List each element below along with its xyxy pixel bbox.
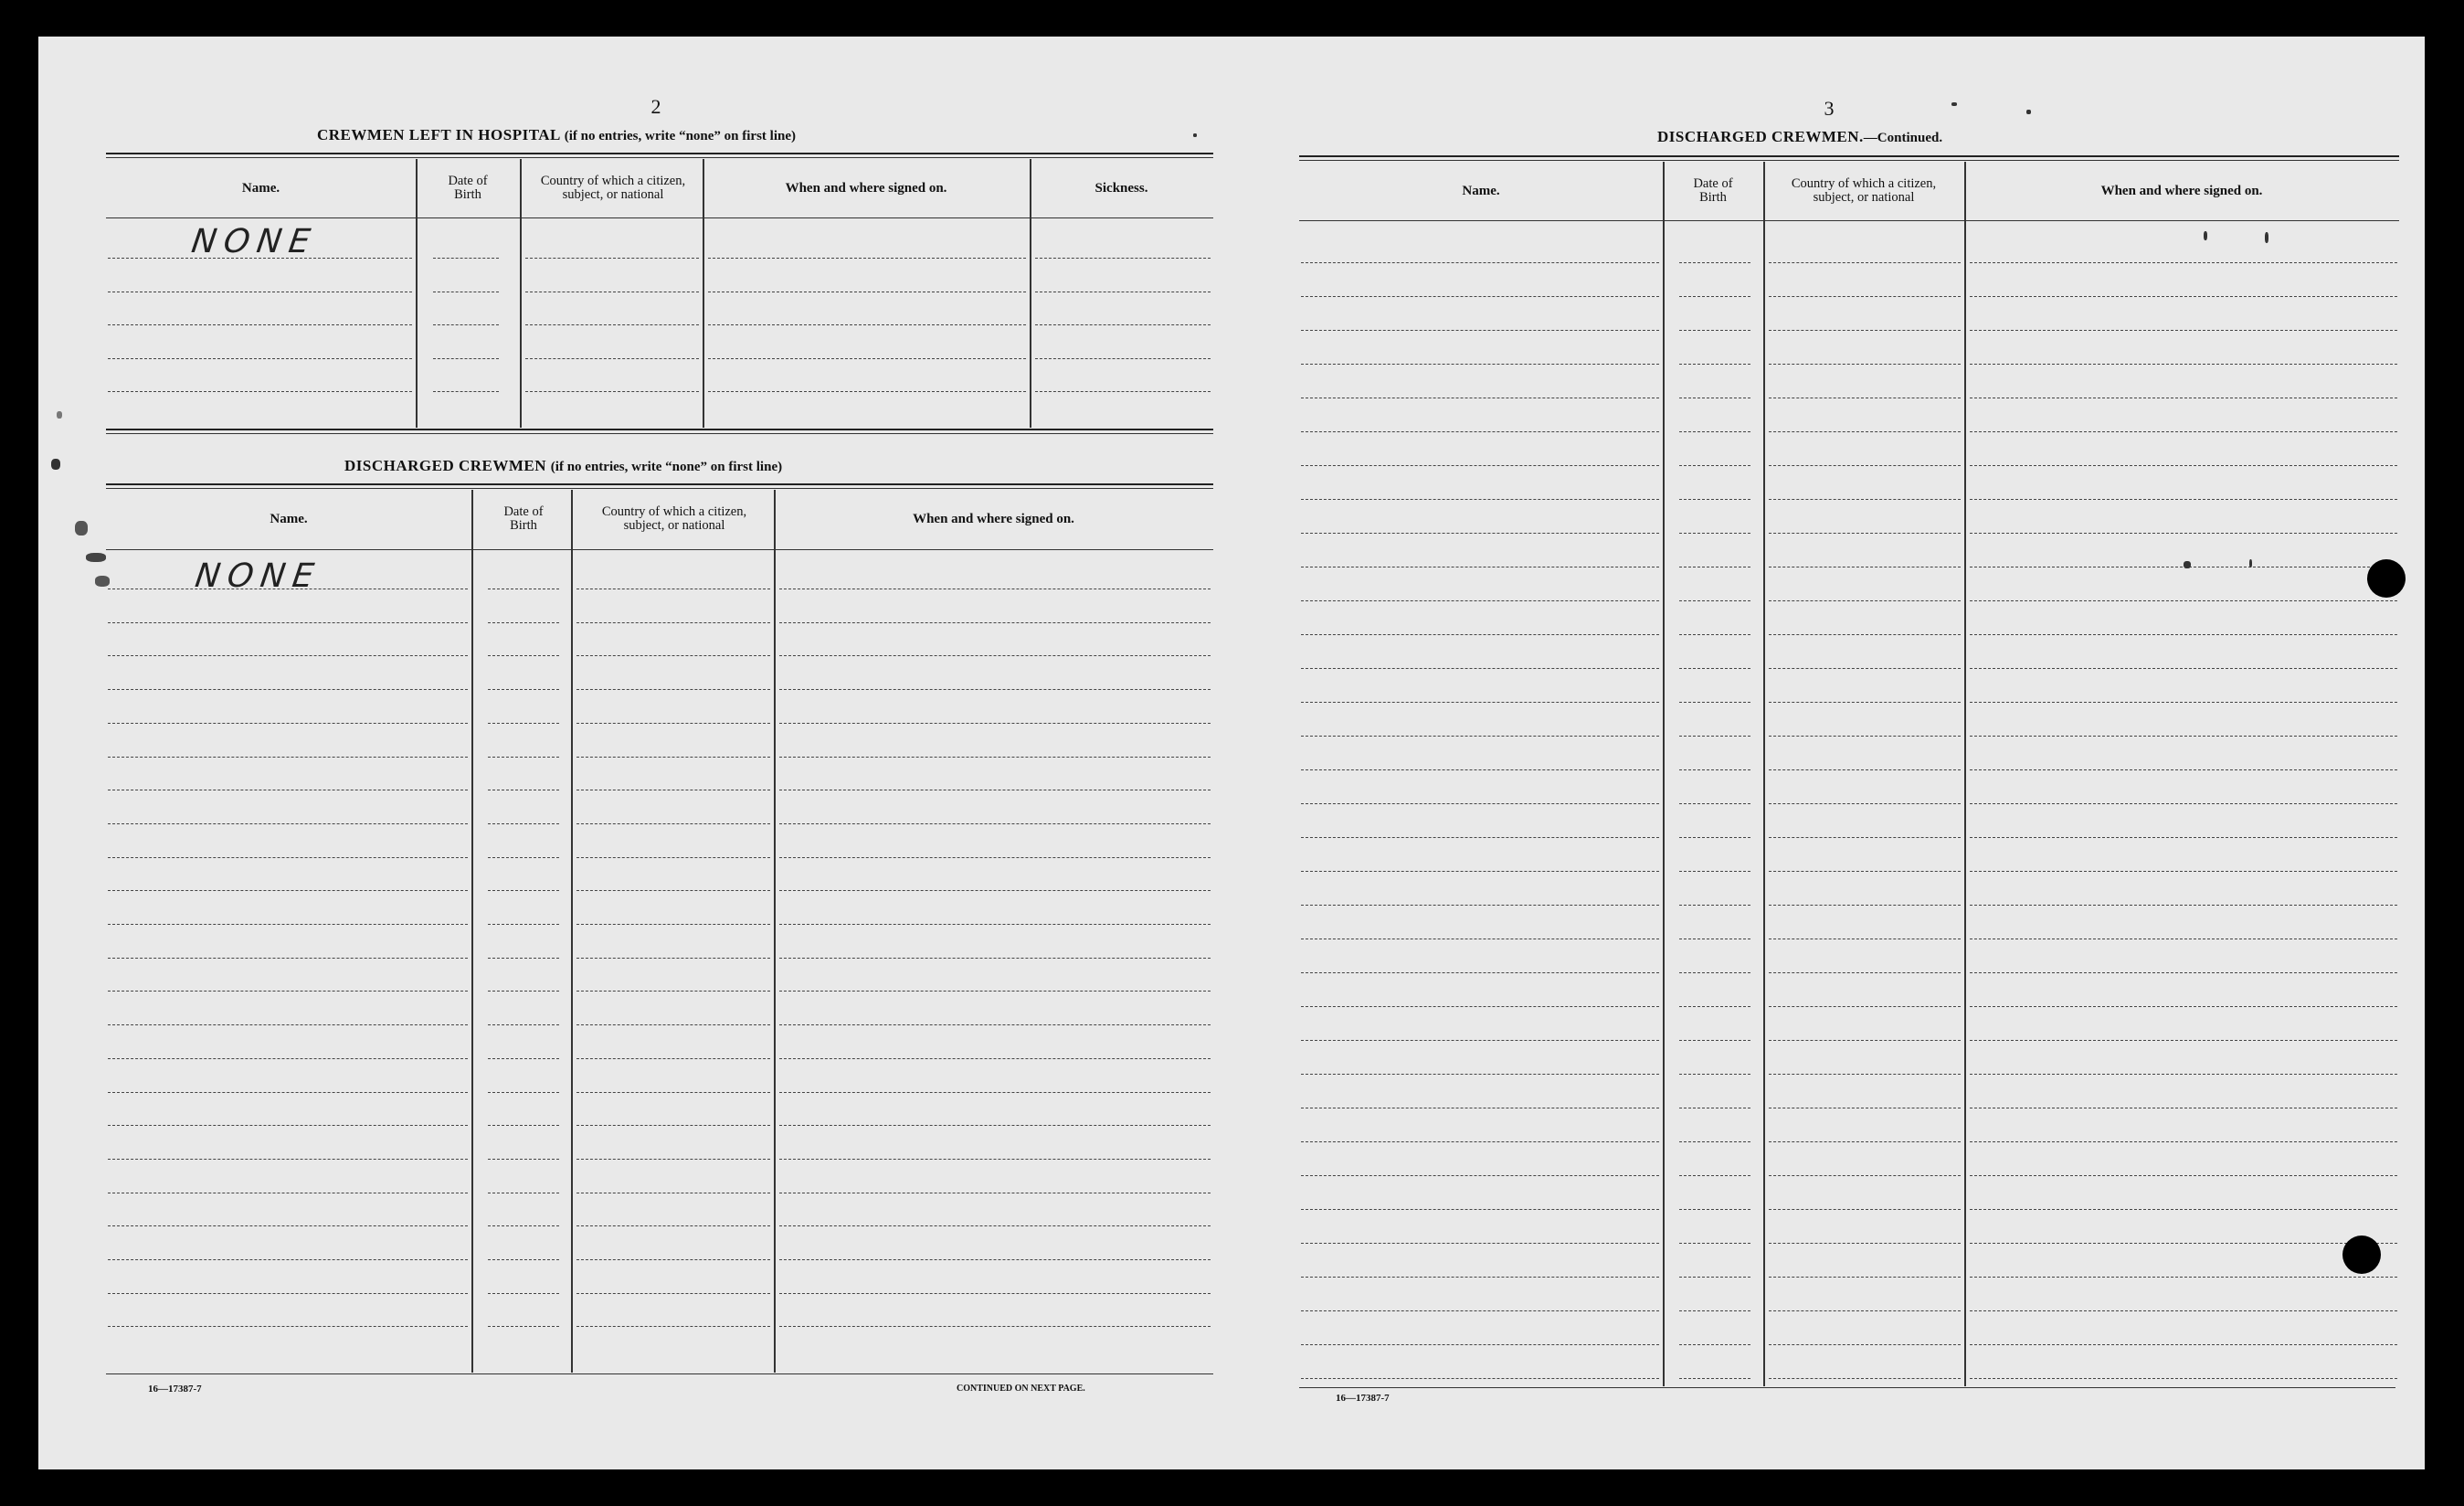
entry-line xyxy=(1970,1378,2397,1379)
entry-line xyxy=(779,1092,1211,1093)
entry-line xyxy=(779,958,1211,959)
entry-line xyxy=(108,757,468,758)
hospital-header-rule xyxy=(106,217,1213,218)
entry-line xyxy=(1035,358,1211,359)
entry-line xyxy=(576,757,770,758)
entry-line xyxy=(1769,499,1961,500)
entry-line xyxy=(488,991,559,992)
right-col-divider xyxy=(1663,162,1665,1386)
entry-line xyxy=(1769,1277,1961,1278)
entry-line xyxy=(779,991,1211,992)
discharged-top-rule xyxy=(106,483,1213,485)
entry-line xyxy=(1679,465,1750,466)
entry-line xyxy=(1301,972,1659,973)
right-top-rule xyxy=(1299,155,2399,157)
ink-speck xyxy=(95,576,110,587)
discharged-handwritten-entry: NONE xyxy=(193,557,323,595)
entry-line xyxy=(1301,1006,1659,1007)
hospital-title-note: (if no entries, write “none” on first line) xyxy=(564,129,796,143)
entry-line xyxy=(1301,1209,1659,1210)
entry-line xyxy=(1970,871,2397,872)
entry-line xyxy=(1769,972,1961,973)
entry-line xyxy=(1301,600,1659,601)
entry-line xyxy=(1301,1074,1659,1075)
hospital-col-divider xyxy=(416,159,418,428)
entry-line xyxy=(108,358,412,359)
entry-line xyxy=(108,991,468,992)
entry-line xyxy=(1769,769,1961,770)
entry-line xyxy=(1301,905,1659,906)
entry-line xyxy=(576,924,770,925)
discharged-title-text: DISCHARGED CREWMEN xyxy=(344,457,547,474)
entry-line xyxy=(576,622,770,623)
entry-line xyxy=(1679,296,1750,297)
entry-line xyxy=(1301,330,1659,331)
entry-line xyxy=(1679,431,1750,432)
entry-line xyxy=(1970,1006,2397,1007)
entry-line xyxy=(108,1159,468,1160)
entry-line xyxy=(1769,465,1961,466)
right-page-number: 3 xyxy=(1824,97,1835,120)
entry-line xyxy=(1301,634,1659,635)
entry-line xyxy=(1301,296,1659,297)
entry-line xyxy=(108,324,412,325)
discharged-header-signed-on: When and where signed on. xyxy=(913,512,1074,526)
left-form-number: 16—17387-7 xyxy=(148,1384,202,1395)
hospital-title-text: CREWMEN LEFT IN HOSPITAL xyxy=(317,126,560,143)
entry-line xyxy=(1301,803,1659,804)
entry-line xyxy=(779,1225,1211,1226)
entry-line xyxy=(1970,364,2397,365)
entry-line xyxy=(1769,803,1961,804)
entry-line xyxy=(488,1326,559,1327)
entry-line xyxy=(708,358,1026,359)
entry-line xyxy=(108,1259,468,1260)
entry-line xyxy=(576,1326,770,1327)
entry-line xyxy=(1679,769,1750,770)
entry-line xyxy=(576,890,770,891)
entry-line xyxy=(576,655,770,656)
entry-line xyxy=(779,1326,1211,1327)
entry-line xyxy=(108,1024,468,1025)
entry-line xyxy=(1035,258,1211,259)
entry-line xyxy=(488,655,559,656)
ink-speck xyxy=(86,553,106,562)
entry-line xyxy=(1679,1141,1750,1142)
entry-line xyxy=(108,723,468,724)
entry-line xyxy=(1679,1277,1750,1278)
entry-line xyxy=(488,757,559,758)
entry-line xyxy=(525,391,699,392)
right-col-divider xyxy=(1763,162,1765,1386)
entry-line xyxy=(108,958,468,959)
entry-line xyxy=(108,258,412,259)
entry-line xyxy=(488,1058,559,1059)
entry-line xyxy=(1301,364,1659,365)
ink-speck xyxy=(2184,561,2191,568)
entry-line xyxy=(488,689,559,690)
entry-line xyxy=(108,823,468,824)
right-bottom-rule xyxy=(1299,1387,2395,1388)
entry-line xyxy=(108,655,468,656)
ink-speck xyxy=(2249,559,2252,567)
entry-line xyxy=(576,689,770,690)
entry-line xyxy=(488,958,559,959)
entry-line xyxy=(1970,837,2397,838)
entry-line xyxy=(1679,1006,1750,1007)
entry-line xyxy=(488,1125,559,1126)
entry-line xyxy=(488,622,559,623)
entry-line xyxy=(1769,905,1961,906)
entry-line xyxy=(1301,702,1659,703)
entry-line xyxy=(1769,330,1961,331)
entry-line xyxy=(1301,1378,1659,1379)
entry-line xyxy=(1970,702,2397,703)
entry-line xyxy=(1301,499,1659,500)
entry-line xyxy=(108,1326,468,1327)
entry-line xyxy=(433,258,499,259)
entry-line xyxy=(1679,1344,1750,1345)
entry-line xyxy=(1301,736,1659,737)
entry-line xyxy=(779,655,1211,656)
discharged-header-country: Country of which a citizen, subject, or national xyxy=(601,504,747,533)
entry-line xyxy=(1679,905,1750,906)
entry-line xyxy=(1769,364,1961,365)
document-sheet xyxy=(38,37,2425,1469)
entry-line xyxy=(488,1159,559,1160)
entry-line xyxy=(1970,668,2397,669)
hospital-bottom-rule xyxy=(106,429,1213,430)
entry-line xyxy=(779,1125,1211,1126)
right-form-number: 16—17387-7 xyxy=(1336,1393,1390,1404)
entry-line xyxy=(1769,1209,1961,1210)
ink-speck xyxy=(57,411,62,419)
entry-line xyxy=(779,924,1211,925)
entry-line xyxy=(1970,1243,2397,1244)
entry-line xyxy=(1301,769,1659,770)
entry-line xyxy=(1970,1344,2397,1345)
entry-line xyxy=(1679,1209,1750,1210)
hospital-handwritten-entry: NONE xyxy=(189,223,320,260)
entry-line xyxy=(108,1092,468,1093)
entry-line xyxy=(1970,1141,2397,1142)
entry-line xyxy=(1679,1243,1750,1244)
entry-line xyxy=(488,1293,559,1294)
entry-line xyxy=(576,1125,770,1126)
entry-line xyxy=(1301,1243,1659,1244)
entry-line xyxy=(1035,324,1211,325)
entry-line xyxy=(108,1058,468,1059)
entry-line xyxy=(779,857,1211,858)
hospital-section-title xyxy=(317,126,796,144)
discharged-header-rule xyxy=(106,549,1213,550)
entry-line xyxy=(576,991,770,992)
entry-line xyxy=(1679,330,1750,331)
entry-line xyxy=(576,1159,770,1160)
entry-line xyxy=(779,689,1211,690)
entry-line xyxy=(1301,465,1659,466)
entry-line xyxy=(576,823,770,824)
entry-line xyxy=(1970,465,2397,466)
entry-line xyxy=(1970,1310,2397,1311)
entry-line xyxy=(1679,364,1750,365)
ink-speck xyxy=(2026,110,2031,114)
entry-line xyxy=(779,723,1211,724)
entry-line xyxy=(108,1225,468,1226)
entry-line xyxy=(1769,600,1961,601)
entry-line xyxy=(488,924,559,925)
entry-line xyxy=(1301,871,1659,872)
entry-line xyxy=(1301,1040,1659,1041)
entry-line xyxy=(108,924,468,925)
right-col-divider xyxy=(1964,162,1966,1386)
left-page-number: 2 xyxy=(650,95,661,118)
entry-line xyxy=(1769,1006,1961,1007)
entry-line xyxy=(1301,837,1659,838)
discharged-col-divider xyxy=(774,490,776,1373)
entry-line xyxy=(1301,1344,1659,1345)
entry-line xyxy=(525,324,699,325)
entry-line xyxy=(1769,1243,1961,1244)
entry-line xyxy=(1970,533,2397,534)
entry-line xyxy=(779,1058,1211,1059)
entry-line xyxy=(779,1259,1211,1260)
ink-speck xyxy=(1951,102,1957,106)
entry-line xyxy=(433,358,499,359)
entry-line xyxy=(779,757,1211,758)
entry-line xyxy=(1970,600,2397,601)
entry-line xyxy=(576,1293,770,1294)
ink-speck xyxy=(2204,231,2207,240)
entry-line xyxy=(576,857,770,858)
entry-line xyxy=(1769,634,1961,635)
entry-line xyxy=(1769,262,1961,263)
entry-line xyxy=(1679,1040,1750,1041)
right-header-country: Country of which a citizen, subject, or national xyxy=(1791,176,1937,205)
hospital-bottom-rule-2 xyxy=(106,433,1213,434)
entry-line xyxy=(1769,533,1961,534)
entry-line xyxy=(1679,1378,1750,1379)
entry-line xyxy=(1679,668,1750,669)
entry-line xyxy=(1970,330,2397,331)
hospital-header-country: Country of which a citizen, subject, or national xyxy=(540,174,686,202)
entry-line xyxy=(1769,1344,1961,1345)
entry-line xyxy=(1679,803,1750,804)
entry-line xyxy=(108,1125,468,1126)
entry-line xyxy=(1679,871,1750,872)
entry-line xyxy=(108,890,468,891)
entry-line xyxy=(779,823,1211,824)
entry-line xyxy=(1769,1378,1961,1379)
entry-line xyxy=(1769,1141,1961,1142)
hospital-col-divider xyxy=(520,159,522,428)
ink-speck xyxy=(2265,232,2268,243)
entry-line xyxy=(1970,736,2397,737)
hospital-header-name: Name. xyxy=(241,180,280,196)
entry-line xyxy=(108,1293,468,1294)
right-header-dob: Date of Birth xyxy=(1693,176,1733,205)
hospital-top-rule-2 xyxy=(106,157,1213,158)
entry-line xyxy=(1769,668,1961,669)
punch-hole xyxy=(2367,559,2406,598)
entry-line xyxy=(576,1058,770,1059)
entry-line xyxy=(108,622,468,623)
discharged-top-rule-2 xyxy=(106,488,1213,489)
discharged-col-divider xyxy=(471,490,473,1373)
entry-line xyxy=(708,324,1026,325)
entry-line xyxy=(1301,1310,1659,1311)
discharged-header-name: Name. xyxy=(270,512,308,526)
entry-line xyxy=(1679,634,1750,635)
entry-line xyxy=(576,1092,770,1093)
entry-line xyxy=(708,258,1026,259)
entry-line xyxy=(433,324,499,325)
entry-line xyxy=(576,1024,770,1025)
discharged-header-dob: Date of Birth xyxy=(503,504,544,533)
entry-line xyxy=(108,857,468,858)
entry-line xyxy=(1679,1310,1750,1311)
entry-line xyxy=(1970,431,2397,432)
entry-line xyxy=(488,1092,559,1093)
entry-line xyxy=(708,391,1026,392)
entry-line xyxy=(108,689,468,690)
entry-line xyxy=(488,1024,559,1025)
entry-line xyxy=(1769,296,1961,297)
entry-line xyxy=(1970,1277,2397,1278)
right-header-name: Name. xyxy=(1462,183,1500,198)
entry-line xyxy=(1970,803,2397,804)
right-header-rule xyxy=(1299,220,2399,221)
entry-line xyxy=(1769,431,1961,432)
entry-line xyxy=(488,890,559,891)
right-title-text: DISCHARGED CREWMEN. xyxy=(1657,128,1864,145)
hospital-header-signed-on: When and where signed on. xyxy=(785,180,947,196)
entry-line xyxy=(1970,262,2397,263)
entry-line xyxy=(1301,533,1659,534)
discharged-title-note: (if no entries, write “none” on first line) xyxy=(550,460,783,474)
entry-line xyxy=(1679,533,1750,534)
entry-line xyxy=(1679,972,1750,973)
hospital-header-dob: Date of Birth xyxy=(448,174,488,202)
entry-line xyxy=(1301,1141,1659,1142)
continued-note: CONTINUED ON NEXT PAGE. xyxy=(957,1384,1085,1394)
entry-line xyxy=(779,622,1211,623)
discharged-section-title xyxy=(344,457,782,475)
entry-line xyxy=(1679,262,1750,263)
entry-line xyxy=(488,1259,559,1260)
entry-line xyxy=(108,391,412,392)
entry-line xyxy=(1769,871,1961,872)
entry-line xyxy=(488,857,559,858)
entry-line xyxy=(1970,499,2397,500)
hospital-top-rule xyxy=(106,153,1213,154)
entry-line xyxy=(1769,1310,1961,1311)
entry-line xyxy=(1301,431,1659,432)
entry-line xyxy=(1301,668,1659,669)
entry-line xyxy=(1679,1074,1750,1075)
entry-line xyxy=(1035,391,1211,392)
entry-line xyxy=(576,723,770,724)
entry-line xyxy=(1679,837,1750,838)
entry-line xyxy=(1769,837,1961,838)
entry-line xyxy=(1679,499,1750,500)
entry-line xyxy=(1970,769,2397,770)
entry-line xyxy=(1769,1074,1961,1075)
entry-line xyxy=(525,258,699,259)
entry-line xyxy=(1679,702,1750,703)
entry-line xyxy=(525,358,699,359)
entry-line xyxy=(779,1024,1211,1025)
ink-speck xyxy=(51,459,60,470)
entry-line xyxy=(1970,1175,2397,1176)
entry-line xyxy=(1301,1175,1659,1176)
entry-line xyxy=(1769,1175,1961,1176)
entry-line xyxy=(1301,1277,1659,1278)
entry-line xyxy=(1970,1209,2397,1210)
entry-line xyxy=(1679,600,1750,601)
entry-line xyxy=(1970,1074,2397,1075)
entry-line xyxy=(488,723,559,724)
discharged-col-divider xyxy=(571,490,573,1373)
right-title-suffix: —Continued. xyxy=(1863,131,1943,145)
entry-line xyxy=(1769,702,1961,703)
entry-line xyxy=(576,958,770,959)
entry-line xyxy=(1970,634,2397,635)
entry-line xyxy=(576,1259,770,1260)
discharged-bottom-rule xyxy=(106,1373,1213,1374)
entry-line xyxy=(1970,1040,2397,1041)
right-header-signed-on: When and where signed on. xyxy=(2100,183,2263,198)
hospital-header-sickness: Sickness. xyxy=(1095,180,1148,196)
entry-line xyxy=(779,890,1211,891)
entry-line xyxy=(433,391,499,392)
right-section-title xyxy=(1657,128,1942,146)
entry-line xyxy=(1679,1175,1750,1176)
ink-speck xyxy=(1193,133,1197,137)
entry-line xyxy=(1970,296,2397,297)
entry-line xyxy=(1970,905,2397,906)
punch-hole xyxy=(2342,1236,2381,1274)
ink-speck xyxy=(75,521,88,536)
entry-line xyxy=(1970,972,2397,973)
entry-line xyxy=(1679,736,1750,737)
entry-line xyxy=(779,1159,1211,1160)
right-top-rule-2 xyxy=(1299,160,2399,161)
entry-line xyxy=(488,823,559,824)
entry-line xyxy=(1769,1040,1961,1041)
entry-line xyxy=(779,1293,1211,1294)
entry-line xyxy=(1769,736,1961,737)
entry-line xyxy=(576,1225,770,1226)
entry-line xyxy=(488,1225,559,1226)
entry-line xyxy=(1301,262,1659,263)
